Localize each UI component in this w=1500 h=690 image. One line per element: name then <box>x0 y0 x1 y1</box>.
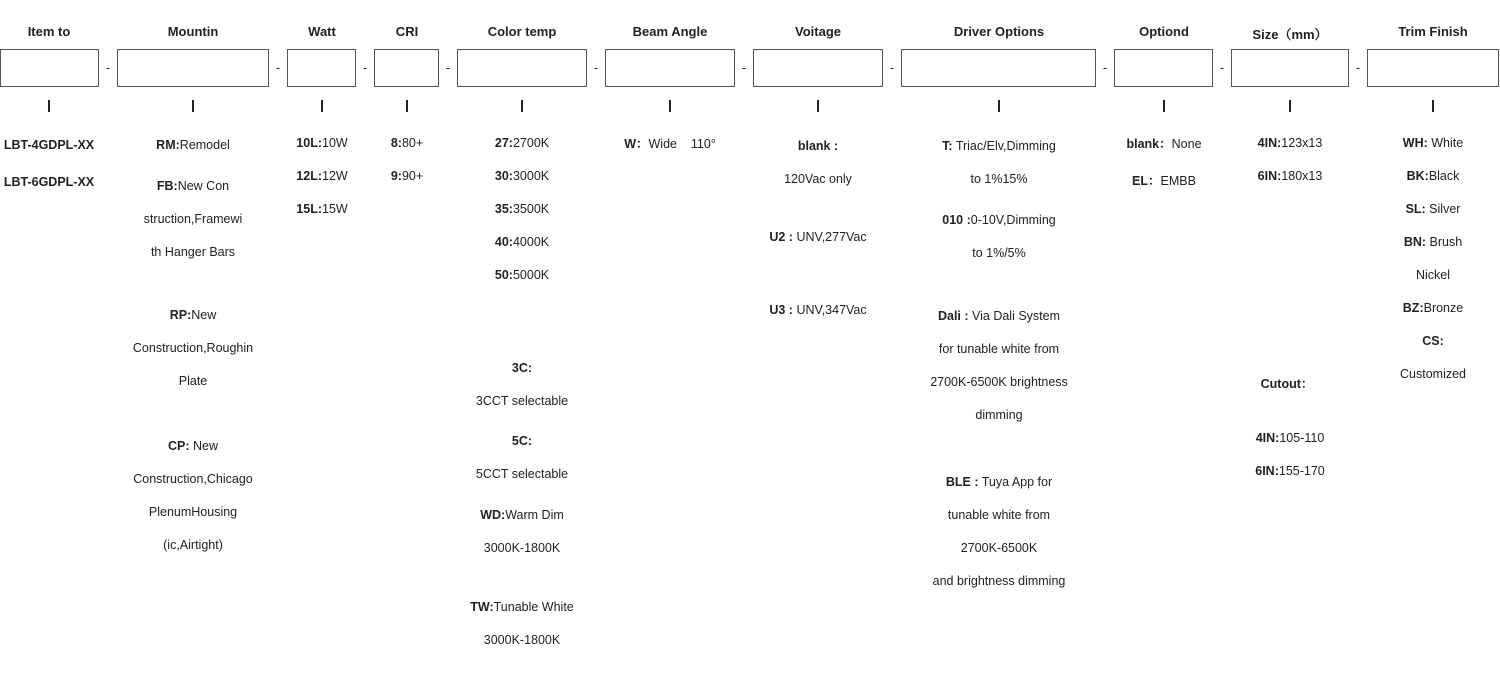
option-desc: 80+ <box>401 136 424 150</box>
option-desc: EMBB <box>1160 174 1196 188</box>
option-desc: 90+ <box>401 169 424 183</box>
option-desc: 2700K <box>512 136 550 150</box>
connector-bar <box>192 100 194 112</box>
separator-dash: - <box>741 60 747 75</box>
option-code: EL： <box>1132 174 1161 188</box>
option-desc-line: 120Vac only <box>784 172 852 186</box>
watt-option <box>296 135 347 151</box>
mounting-option-cp <box>168 438 218 454</box>
option-desc-line: 2700K-6500K <box>960 541 1038 555</box>
option-code: BN: <box>1403 235 1427 249</box>
separator-dash: - <box>1355 60 1361 75</box>
option-desc-line: to 1%15% <box>970 172 1028 186</box>
option-desc: 4000K <box>512 235 550 249</box>
option-code: BLE : <box>945 475 979 489</box>
option-code: 15L: <box>296 202 322 216</box>
trim-code-box[interactable] <box>1367 49 1499 87</box>
cri-option <box>391 168 423 184</box>
option-desc: Tunable White <box>493 600 574 614</box>
mounting-code-box[interactable] <box>117 49 269 87</box>
option-desc: Black <box>1428 169 1460 183</box>
header-trim-finish: Trim Finish <box>1398 24 1468 39</box>
connector-bar <box>817 100 819 112</box>
option-desc: 123x13 <box>1281 136 1323 150</box>
color-temp-option <box>495 267 549 283</box>
option-code: RP: <box>169 308 192 322</box>
option-desc-line: and brightness dimming <box>932 574 1066 588</box>
option-desc: White <box>1427 136 1464 150</box>
option-code: U2 : <box>769 230 793 244</box>
cri-option <box>391 135 423 151</box>
option-desc: 180x13 <box>1281 169 1323 183</box>
connector-bar <box>321 100 323 112</box>
option-code: 9: <box>390 169 402 183</box>
color-temp-code-box[interactable] <box>457 49 587 87</box>
option-code: CS: <box>1422 334 1444 348</box>
color-temp-option <box>495 201 549 217</box>
option-desc: Remodel <box>179 138 230 152</box>
header-optional: Optiond <box>1139 24 1189 39</box>
option-desc-line: Nickel <box>1415 268 1451 282</box>
watt-code-box[interactable] <box>287 49 356 87</box>
header-watt: Watt <box>308 24 336 39</box>
connector-bar <box>1432 100 1434 112</box>
trim-option <box>1407 168 1460 184</box>
option-desc: Triac/Elv,Dimming <box>952 139 1056 153</box>
option-desc: Bronze <box>1423 301 1464 315</box>
option-desc: New <box>191 308 217 322</box>
connector-bar <box>521 100 523 112</box>
header-mounting: Mountin <box>167 24 219 39</box>
cri-code-box[interactable] <box>374 49 439 87</box>
option-code: blank : <box>797 139 839 153</box>
option-desc-line: 3000K-1800K <box>483 633 561 647</box>
option-desc: 3000K <box>512 169 550 183</box>
header-driver-options: Driver Options <box>953 24 1045 39</box>
separator-dash: - <box>105 60 111 75</box>
connector-bar <box>406 100 408 112</box>
option-desc: 155-170 <box>1278 464 1325 478</box>
header-beam-angle: Beam Angle <box>632 24 708 39</box>
option-code: T: <box>942 139 953 153</box>
size-code-box[interactable] <box>1231 49 1349 87</box>
driver-option-t <box>942 138 1056 154</box>
trim-option <box>1404 234 1462 250</box>
option-code: 10L: <box>296 136 322 150</box>
option-desc: 3500K <box>512 202 550 216</box>
trim-option <box>1406 201 1461 217</box>
option-code: 6IN: <box>1257 169 1282 183</box>
voltage-option-u3 <box>769 302 866 318</box>
option-desc-line: 5CCT selectable <box>475 467 569 481</box>
option-desc: None <box>1171 137 1202 151</box>
option-code: 5C: <box>511 434 533 448</box>
option-desc: 5000K <box>512 268 550 282</box>
option-desc: Tuya App for <box>978 475 1053 489</box>
option-desc: New Con <box>177 179 230 193</box>
option-desc-line: struction,Framewi <box>143 212 243 226</box>
option-desc-line: 3000K-1800K <box>483 541 561 555</box>
beam-angle-option <box>624 136 716 152</box>
option-desc-line: 3CCT selectable <box>475 394 569 408</box>
option-code: Dali : <box>937 309 969 323</box>
option-desc: UNV,277Vac <box>792 230 867 244</box>
option-desc: UNV,347Vac <box>792 303 867 317</box>
header-item: Item to <box>27 24 71 39</box>
option-desc: 0-10V,Dimming <box>970 213 1056 227</box>
option-desc-line: Plate <box>178 374 208 388</box>
option-desc-line: dimming <box>975 408 1023 422</box>
option-desc-line: tunable white from <box>947 508 1051 522</box>
separator-dash: - <box>889 60 895 75</box>
driver-option-dali <box>938 308 1060 324</box>
option-desc: Silver <box>1425 202 1461 216</box>
option-code: 27: <box>494 136 513 150</box>
option-desc-line: Construction,Roughin <box>132 341 254 355</box>
option-desc-line: to 1%/5% <box>972 246 1026 260</box>
item-code: LBT-6GDPL-XX <box>3 175 95 189</box>
connector-bar <box>48 100 50 112</box>
header-color-temp: Color temp <box>487 24 557 39</box>
separator-dash: - <box>275 60 281 75</box>
color-temp-option <box>495 135 549 151</box>
option-code: FB: <box>156 179 178 193</box>
option-code: 4IN: <box>1257 136 1282 150</box>
cutout-option <box>1256 430 1325 446</box>
color-temp-option <box>495 168 549 184</box>
color-temp-option-tw <box>470 599 574 615</box>
item-code-box[interactable] <box>0 49 99 87</box>
option-code: 3C: <box>511 361 533 375</box>
option-code: U3 : <box>769 303 793 317</box>
option-desc-line: (ic,Airtight) <box>163 538 223 552</box>
connector-bar <box>998 100 1000 112</box>
size-option <box>1258 168 1323 184</box>
option-desc: Brush <box>1426 235 1463 249</box>
option-desc-line: 2700K-6500K brightness <box>930 375 1068 389</box>
size-option <box>1258 135 1323 151</box>
option-code: 30: <box>494 169 513 183</box>
option-code: 12L: <box>296 169 322 183</box>
option-code: BZ: <box>1402 301 1424 315</box>
optional-option-blank <box>1126 136 1201 152</box>
optional-code-box[interactable] <box>1114 49 1213 87</box>
option-desc-line: for tunable white from <box>938 342 1060 356</box>
option-code: blank： <box>1126 137 1172 151</box>
color-temp-option <box>495 234 549 250</box>
trim-option <box>1403 300 1463 316</box>
separator-dash: - <box>1102 60 1108 75</box>
header-size: Size（mm） <box>1252 27 1328 42</box>
watt-option <box>296 168 347 184</box>
driver-option-010 <box>942 212 1056 228</box>
watt-option <box>296 201 347 217</box>
header-cri: CRI <box>395 24 419 39</box>
cutout-label: Cutout： <box>1260 377 1314 391</box>
option-code: 50: <box>494 268 513 282</box>
trim-option <box>1403 135 1463 151</box>
connector-bar <box>1163 100 1165 112</box>
mounting-option-fb <box>157 178 229 194</box>
option-code: 35: <box>494 202 513 216</box>
option-desc: Wide 110° <box>648 137 716 151</box>
option-code: 4IN: <box>1255 431 1280 445</box>
voltage-option-u2 <box>769 229 866 245</box>
option-desc: Warm Dim <box>505 508 564 522</box>
option-desc: 12W <box>322 169 348 183</box>
option-desc: New <box>189 439 219 453</box>
option-code: CP: <box>167 439 190 453</box>
item-code: LBT-4GDPL-XX <box>3 138 95 152</box>
option-code: 8: <box>390 136 402 150</box>
option-code: SL: <box>1405 202 1426 216</box>
cutout-option <box>1255 463 1325 479</box>
driver-code-box[interactable] <box>901 49 1096 87</box>
separator-dash: - <box>445 60 451 75</box>
option-desc-line: Construction,Chicago <box>133 472 253 486</box>
option-desc: 15W <box>322 202 348 216</box>
color-temp-option-wd <box>480 507 564 523</box>
option-desc-line: Customized <box>1400 367 1466 381</box>
option-code: WD: <box>480 508 506 522</box>
option-code: RM: <box>156 138 180 152</box>
option-code: TW: <box>470 600 494 614</box>
option-code: W： <box>624 137 649 151</box>
option-code: 40: <box>494 235 513 249</box>
option-desc-line: PlenumHousing <box>148 505 238 519</box>
option-code: 6IN: <box>1255 464 1279 478</box>
optional-option-el <box>1132 173 1196 189</box>
mounting-option-rp <box>170 307 217 323</box>
option-desc-line: th Hanger Bars <box>150 245 236 259</box>
separator-dash: - <box>362 60 368 75</box>
separator-dash: - <box>1219 60 1225 75</box>
option-desc: Via Dali System <box>968 309 1061 323</box>
voltage-code-box[interactable] <box>753 49 883 87</box>
header-voltage: Voitage <box>795 24 841 39</box>
connector-bar <box>669 100 671 112</box>
option-code: BK: <box>1406 169 1429 183</box>
separator-dash: - <box>593 60 599 75</box>
option-desc: 10W <box>322 136 348 150</box>
option-code: WH: <box>1402 136 1428 150</box>
option-code: 010 : <box>942 213 971 227</box>
connector-bar <box>1289 100 1291 112</box>
driver-option-ble <box>946 474 1052 490</box>
mounting-option-rm <box>156 137 230 153</box>
beam-angle-code-box[interactable] <box>605 49 735 87</box>
option-desc: 105-110 <box>1279 431 1325 445</box>
